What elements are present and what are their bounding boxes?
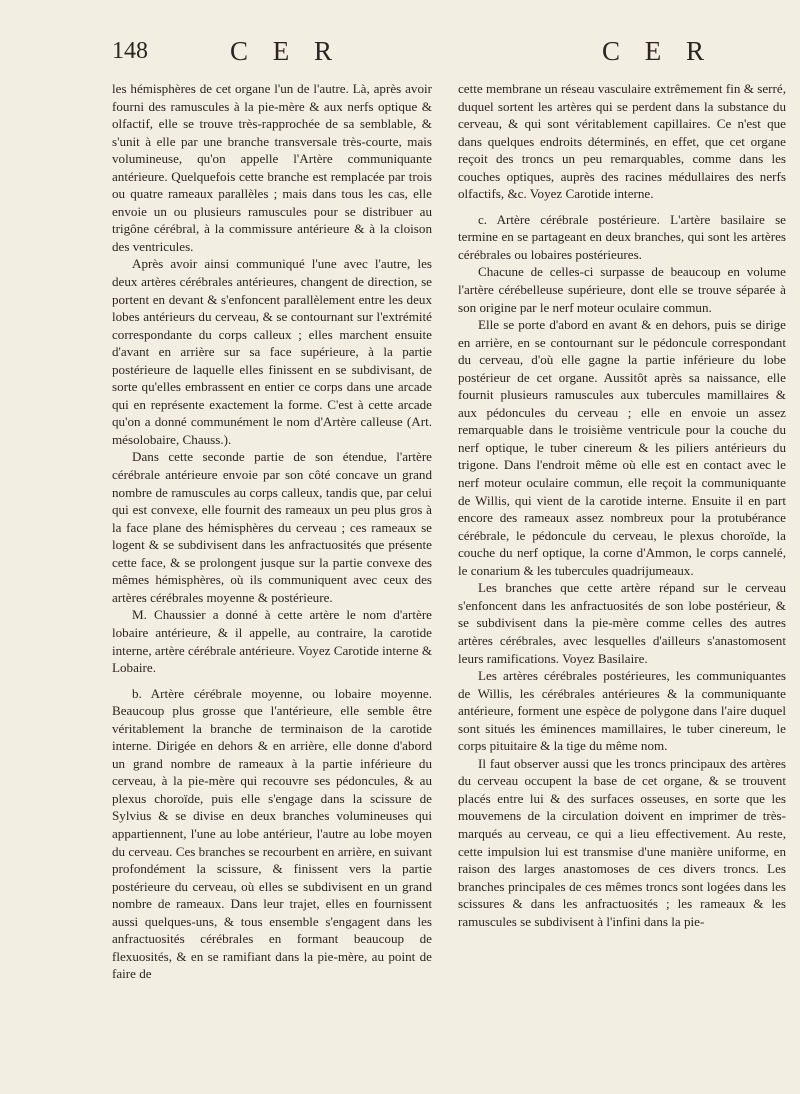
paragraph: M. Chaussier a donné à cette artère le nom d'artère lobaire antérieure, & il appelle, au contraire, la carotide interne, artère cérébrale antérieure. Voyez Carotide interne & Lobaire. (112, 607, 432, 676)
page-header (112, 38, 760, 78)
paragraph: Chacune de celles-ci surpasse de beaucoup en volume l'artère cérébelleuse supérieure, dont elle se trouve séparée à son origine par le nerf moteur oculaire commun. (458, 264, 786, 315)
page-number: 148 (112, 38, 148, 64)
right-column (458, 80, 786, 930)
left-column (112, 80, 432, 983)
paragraph: b. Artère cérébrale moyenne, ou lobaire moyenne. Beaucoup plus grosse que l'antérieure, elle semble être véritablement la branche de terminaison de la carotide interne. Dirigée en dehors & en arrière, elle donne d'abord un grand nombre de rameaux à la partie inférieure du cerveau, à la pie-mère qui recouvre ses pédoncules, & au plexus choroïde, puis elle s'engage dans la scissure de Sylvius & se divise en deux branches volumineuses qui appartiennent, l'une au lobe antérieur, l'autre au lobe moyen du cerveau. Ces branches se recourbent en arrière, en suivant profondément la scissure, & finissent vers la partie postérieure du cerveau, où elles se subdivisent en un grand nombre de rameaux. Dans leur trajet, elles en fournissent aussi quelques-uns, & tous ensemble s'engagent dans les anfractuosités cérébrales en formant beaucoup de flexuosités, & en se ramifiant dans la pie-mère, au point de faire de (112, 685, 432, 982)
paragraph: les hémisphères de cet organe l'un de l'autre. Là, après avoir fourni des ramuscules à la pie-mère & aux nerfs optique & olfactif, elle se trouve très-rapprochée de sa semblable, & s'unit à elle par une branche transversale très-courte, mais volumineuse, qu'on appelle l'Artère communiquante antérieure. Quelquefois cette branche est remplacée par trois ou quatre rameaux parallèles ; mais dans tous les cas, elle envoie un ou plusieurs ramuscules pour se distribuer au trigône cérébral, à la commissure antérieure & à la cloison des ventricules. (112, 81, 432, 254)
paragraph: c. Artère cérébrale postérieure. L'artère basilaire se termine en se partageant en deux branches, qui sont les artères cérébrales ou lobaires postérieures. (458, 211, 786, 262)
paragraph: Les artères cérébrales postérieures, les communiquantes de Willis, les cérébrales antérieures & la communiquante antérieure, forment une espèce de polygone dans l'aire duquel sont situés les éminences mamillaires, le tuber cinereum, le corps pituitaire & la tige du même nom. (458, 668, 786, 754)
paragraph: Dans cette seconde partie de son étendue, l'artère cérébrale antérieure envoie par son côté concave un grand nombre de ramuscules au corps calleux, tandis que, par celui qui est convexe, elle fournit des rameaux un peu plus gros à la face plane des hémisphères du cerveau ; ces rameaux se logent & se subdivisent dans les anfractuosités que présente cette face, & se prolongent jusque sur la partie convexe des mêmes hémisphères, où ils communiquent avec ceux des artères cérébrales moyenne & postérieure. (112, 449, 432, 605)
paragraph: cette membrane un réseau vasculaire extrêmement fin & serré, duquel sortent les artères qui se perdent dans la substance du cerveau, & qui sont véritablement capillaires. Ce n'est que dans quelques endroits déterminés, en effet, que cet organe reçoit des troncs un peu remarquables, comme dans les couches optiques, auprès des racines médullaires des nerfs olfactifs, &c. Voyez Carotide interne. (458, 81, 786, 202)
paragraph: Elle se porte d'abord en avant & en dehors, puis se dirige en arrière, en se contournant sur le pédoncule correspondant du cerveau, d'où elle gagne la partie inférieure du lobe postérieur de cet organe. Aussitôt après sa naissance, elle fournit plusieurs ramuscules aux tubercules mamillaires & aux pédoncules du cerveau ; elle en envoie un assez remarquable dans le troisième ventricule pour la couche du nerf optique, le tuber cinereum & les piliers antérieurs du trigone. Dans l'endroit même où elle est en contact avec le nerf moteur oculaire commun, elle reçoit la communiquante de Willis, qui vient de la carotide interne. Ensuite il en part encore des rameaux assez nombreux pour la protubérance cérébrale, le pédoncule du cerveau, le plexus choroïde, la couche du nerf optique, la corne d'Ammon, le corps cannelé, le conarium & les tubercules quadrijumeaux. (458, 317, 786, 578)
paragraph: Il faut observer aussi que les troncs principaux des artères du cerveau occupent la base de cet organe, & se trouvent placés entre lui & des surfaces osseuses, en sorte que les mouvemens de la circulation doivent en imprimer de très-marqués au cerveau, ce qui a lieu effectivement. Au reste, cette impulsion lui est transmise d'une manière uniforme, en raison des larges anastomoses de ces divers troncs. Les branches principales de ces mêmes troncs sont logées dans les scissures & dans les anfractuosités ; les rameaux & les ramuscules se subdivisent à l'infini dans la pie- (458, 755, 786, 929)
paragraph: Les branches que cette artère répand sur le cerveau s'enfoncent dans les anfractuosités de son lobe postérieur, & se subdivisent dans la pie-mère comme celles des autres artères cérébrales, avec lesquelles d'ailleurs s'anastomosent leurs ramifications. Voyez Basilaire. (458, 580, 786, 666)
running-head-left: C E R (230, 36, 342, 66)
paragraph: Après avoir ainsi communiqué l'une avec l'autre, les deux artères cérébrales antérieures, changent de direction, se portent en devant & s'enfoncent parallèlement entre les deux lobes antérieurs du cerveau, & se contournant sur l'extrémité correspondante du corps calleux ; elles marchent ensuite d'avant en arrière sur sa face supérieure, à la partie postérieure de laquelle elles finissent en se subdivisant, de sorte qu'elles embrassent en entier ce corps dans une arcade qui en représente exactement la forme. C'est à cette arcade qu'on a donné communément le nom d'Artère calleuse (Art. mésolobaire, Chauss.). (112, 256, 432, 447)
running-head-right: C E R (602, 36, 714, 66)
